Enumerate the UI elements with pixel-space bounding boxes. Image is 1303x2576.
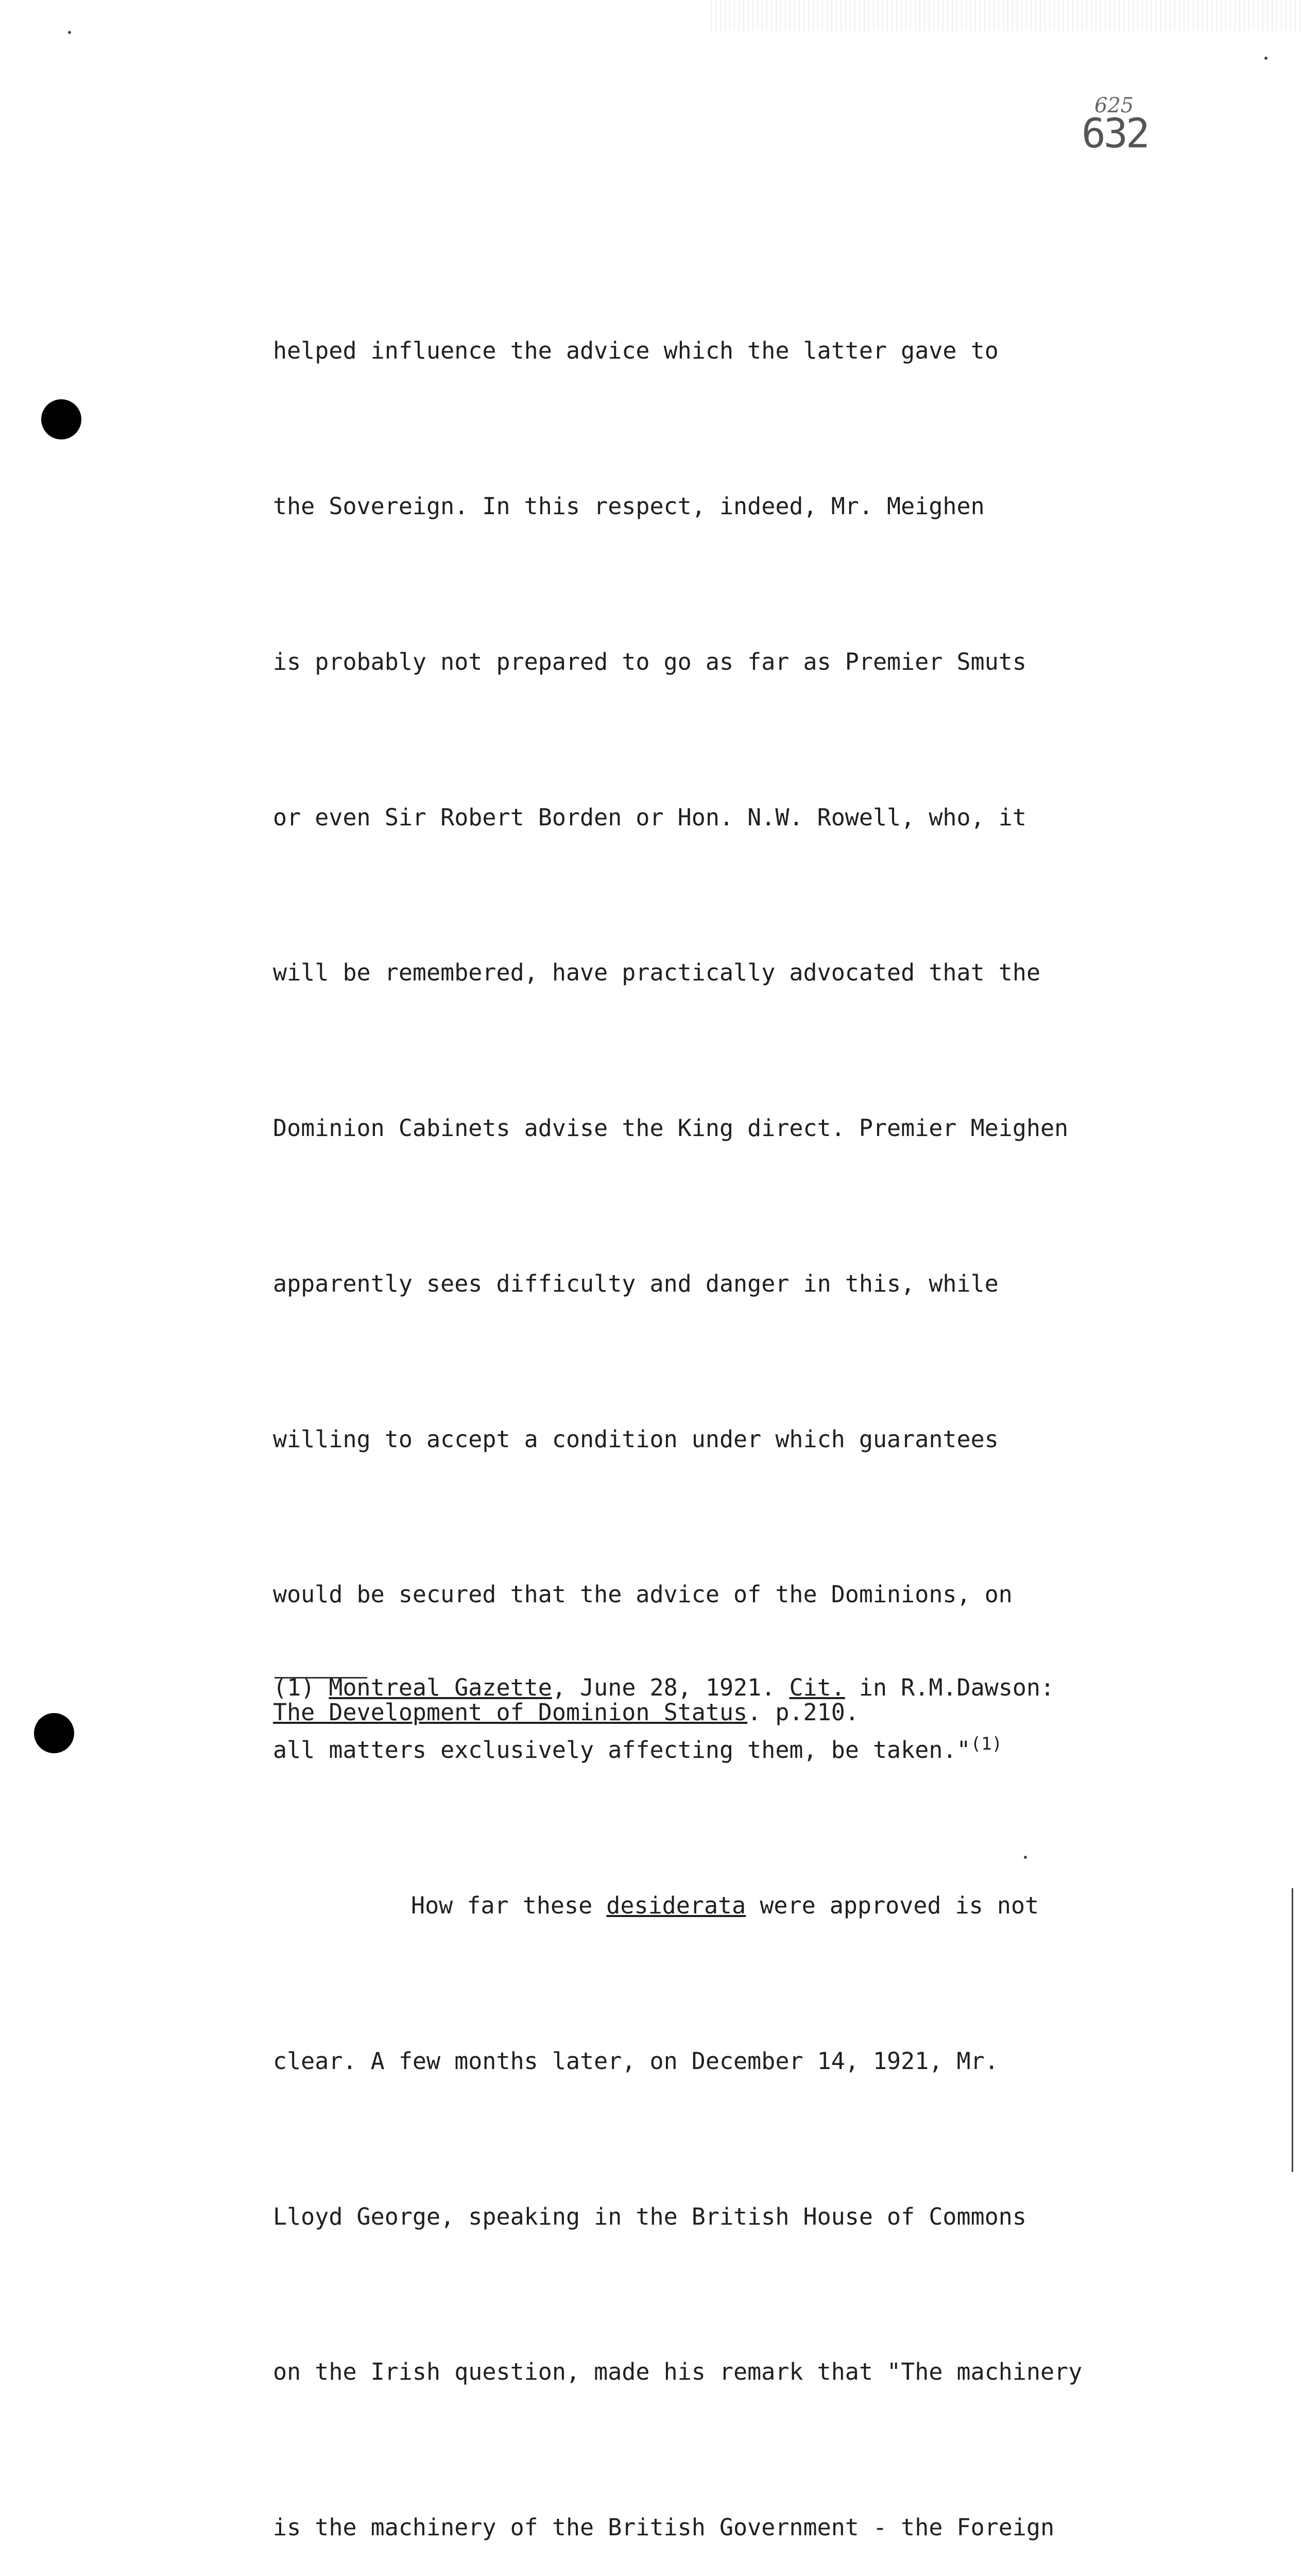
paragraph-start: [273, 1880, 1251, 1932]
page-number: 632: [1082, 111, 1148, 157]
punch-hole: [34, 1713, 74, 1753]
footnote-line: [273, 1675, 1054, 1700]
footnote-cit-rest: in R.M.Dawson:: [845, 1674, 1055, 1701]
footnote-reference: (1): [970, 1734, 1003, 1755]
text-line: would be secured that the advice of the Dominions, on: [273, 1581, 1013, 1608]
text-line: [273, 1724, 1251, 1776]
footnote: [273, 1675, 1054, 1725]
scan-noise: [711, 0, 1303, 31]
scan-speck: [1024, 1856, 1027, 1859]
footnote-date: , June 28, 1921.: [552, 1674, 790, 1701]
text-line: on the Irish question, made his remark that "The machinery: [273, 2358, 1083, 2386]
text-line: will be remembered, have practically advocated that the: [273, 959, 1041, 987]
footnote-page-ref: . p.210.: [747, 1699, 859, 1726]
text-segment: How far these: [411, 1892, 607, 1919]
text-segment: were approved is not: [746, 1892, 1039, 1919]
text-line: willing to accept a condition under which guarantees: [273, 1425, 999, 1453]
scan-speck: [68, 31, 71, 34]
punch-hole: [41, 399, 81, 439]
footnote-marker: (1): [273, 1674, 315, 1701]
handwritten-page-annotation: 625: [1094, 94, 1134, 117]
footnote-cit: Cit.: [789, 1674, 845, 1701]
text-line: or even Sir Robert Borden or Hon. N.W. Rowell, who, it: [273, 803, 1026, 831]
text-line: is probably not prepared to go as far as Premier Smuts: [273, 648, 1026, 675]
underlined-term: desiderata: [606, 1892, 746, 1919]
text-line: the Sovereign. In this respect, indeed, Mr. Meighen: [273, 492, 985, 520]
footnote-line: [273, 1700, 1054, 1725]
text-line: Lloyd George, speaking in the British House of Commons: [273, 2202, 1026, 2230]
text-line: clear. A few months later, on December 14, 1921, Mr.: [273, 2047, 999, 2075]
text-line: is the machinery of the British Government - the Foreign: [273, 2514, 1055, 2541]
body-text: [273, 222, 1251, 2576]
footnote-book-title: The Development of Dominion Status: [273, 1699, 748, 1726]
text-line: apparently sees difficulty and danger in this, while: [273, 1269, 999, 1297]
text-line-content: all matters exclusively affecting them, be taken.": [273, 1736, 971, 1764]
margin-line: [1292, 1888, 1293, 2172]
text-line: helped influence the advice which the latter gave to: [273, 337, 999, 365]
scan-speck: [1264, 57, 1267, 60]
footnote-source: Montreal Gazette: [329, 1674, 552, 1701]
text-line: Dominion Cabinets advise the King direct. Premier Meighen: [273, 1114, 1069, 1142]
